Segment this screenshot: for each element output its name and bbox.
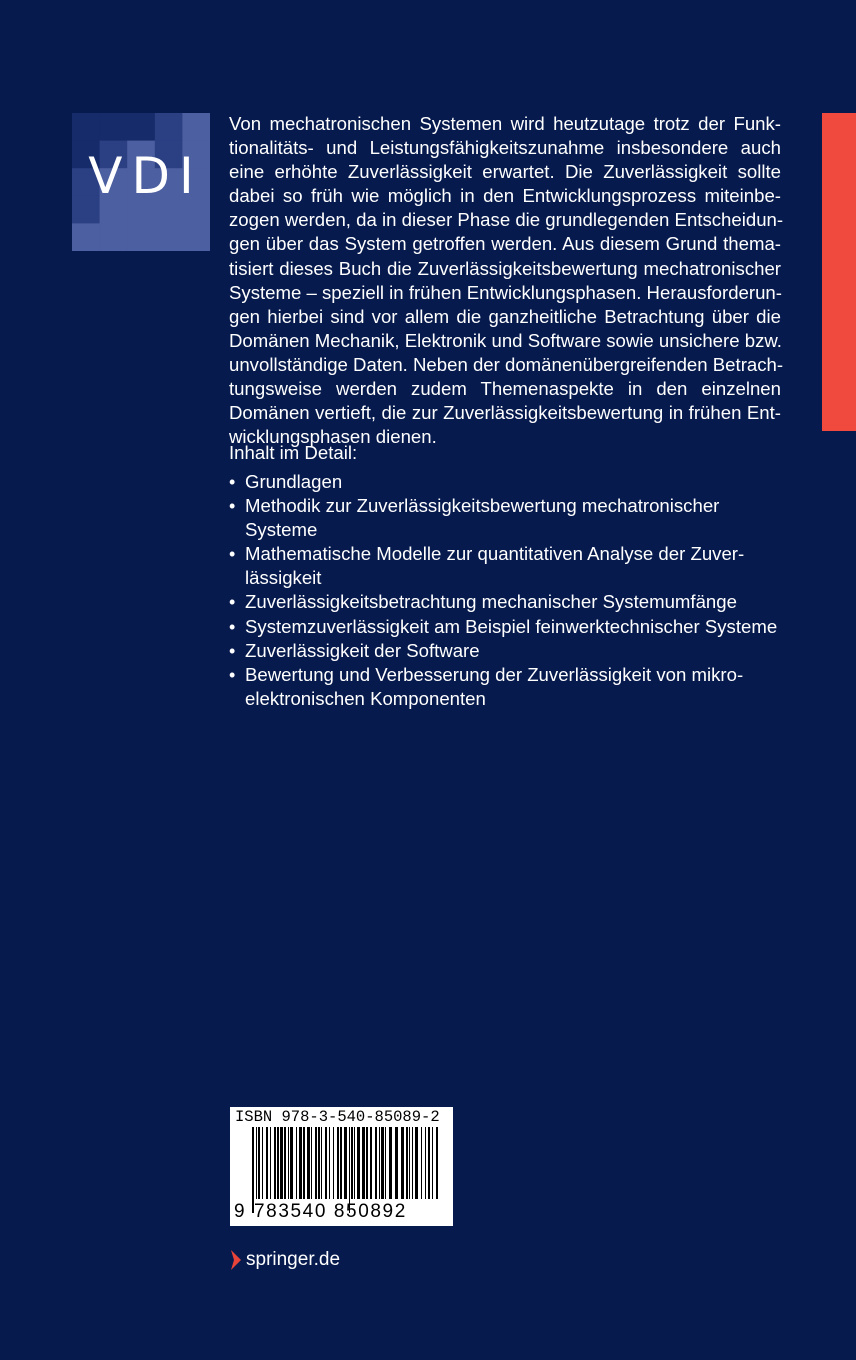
barcode-bar [366, 1127, 368, 1199]
barcode-bar [256, 1127, 257, 1199]
barcode-bar [288, 1127, 289, 1199]
barcode-bar [385, 1127, 386, 1199]
barcode-bar [270, 1127, 271, 1199]
contents-item-text: Methodik zur Zuverlässigkeitsbewertung mechatronischer [245, 495, 720, 517]
bullet-icon: • [229, 496, 236, 517]
contents-item-text: lässigkeit [245, 567, 322, 589]
barcode-bar [274, 1127, 276, 1199]
description-line: gen hierbei sind vor allem die ganzheitliche Betrachtung über die [229, 305, 781, 327]
description-line: Domänen Mechanik, Elektronik und Software sowie unsichere bzw. [229, 329, 782, 351]
contents-item-text: Zuverlässigkeitsbetrachtung mechanischer Systemumfänge [245, 591, 737, 613]
contents-heading: Inhalt im Detail: [229, 442, 358, 463]
contents-item [229, 470, 789, 494]
barcode-bar [375, 1127, 377, 1199]
bullet-icon: • [229, 544, 236, 565]
description-line: Domänen vertieft, die zur Zuverlässigkeitsbewertung in frühen Ent- [229, 402, 781, 424]
bullet-icon: • [229, 640, 236, 661]
contents-item-text: Mathematische Modelle zur quantitativen Analyse der Zuver- [245, 543, 745, 565]
barcode-bar [436, 1127, 438, 1199]
contents-item [229, 542, 789, 590]
description-line: tungsweise werden zudem Themenaspekte in den einzelnen [229, 378, 781, 400]
barcode-bar [262, 1127, 263, 1199]
isbn-label: ISBN 978-3-540-85089-2 [235, 1108, 440, 1126]
barcode-bar [303, 1127, 305, 1199]
barcode-bar [432, 1127, 433, 1199]
contents-item-text: Systeme [245, 519, 318, 541]
description-line: eine erhöhte Zuverlässigkeit erwartet. Die Zuverlässigkeit sollte [229, 161, 781, 183]
logo-mosaic-cell [72, 113, 100, 141]
contents-item [229, 663, 789, 711]
barcode-bar [325, 1127, 327, 1199]
barcode-bar [307, 1127, 310, 1199]
contents-item [229, 639, 789, 663]
contents-item [229, 615, 789, 639]
barcode-bar [296, 1127, 297, 1199]
barcode-bar [425, 1127, 426, 1199]
barcode-bar [428, 1127, 430, 1199]
bullet-icon: • [229, 616, 236, 637]
logo-mosaic-cell [127, 113, 155, 141]
barcode-bar [389, 1127, 392, 1199]
description-line: tisiert dieses Buch die Zuverlässigkeitsbewertung mechatronischer [229, 257, 781, 279]
description-line: dabei so früh wie möglich in den Entwicklungsprozess miteinbe- [229, 185, 781, 207]
isbn-barcode [230, 1107, 453, 1226]
logo-mosaic-cell [155, 113, 183, 141]
barcode-bar [357, 1127, 360, 1199]
barcode-bar [333, 1127, 334, 1199]
barcode-bar [409, 1127, 410, 1199]
barcode-bar [321, 1127, 322, 1199]
barcode-bar [277, 1127, 279, 1199]
barcode-bar [318, 1127, 320, 1199]
contents-list [229, 470, 789, 711]
logo-mosaic-cell [182, 223, 210, 251]
ean-digits: 783540 850892 [254, 1201, 407, 1222]
contents-item-text: Grundlagen [245, 471, 343, 492]
barcode-bar [340, 1127, 342, 1199]
red-accent-bar [822, 113, 856, 431]
barcode-bar [311, 1127, 312, 1199]
description-line: tionalitäts- und Leistungsfähigkeitszunahme insbesondere auch [229, 137, 781, 159]
barcode-bar [412, 1127, 413, 1199]
barcode-bar [344, 1127, 347, 1199]
vdi-logo [72, 113, 210, 251]
logo-mosaic-cell [100, 113, 128, 141]
logo-mosaic-cell [155, 223, 183, 251]
description-line: Systeme – speziell in frühen Entwicklungsphasen. Herausforderun- [229, 281, 782, 303]
barcode-bar [329, 1127, 330, 1199]
bullet-icon: • [229, 472, 236, 492]
vdi-logo-text: VDI [88, 147, 203, 205]
contents-item-text: Zuverlässigkeit der Software [245, 639, 480, 661]
description-line: Von mechatronischen Systemen wird heutzutage trotz der Funk- [229, 113, 781, 134]
barcode-bar [299, 1127, 302, 1199]
logo-mosaic-cell [127, 223, 155, 251]
barcode-bar [280, 1127, 283, 1199]
barcode-bar [406, 1127, 408, 1199]
contents-item-text: elektronischen Komponenten [245, 687, 486, 709]
contents-item-text: Bewertung und Verbesserung der Zuverlässigkeit von mikro- [245, 663, 744, 685]
description-line: gen über das System getroffen werden. Aus diesem Grund thema- [229, 233, 781, 255]
barcode-bar [284, 1127, 286, 1199]
barcode-bar [415, 1127, 418, 1199]
barcode-bar [351, 1127, 353, 1199]
logo-mosaic-cell [100, 223, 128, 251]
barcode-bar [315, 1127, 317, 1199]
description-line: zogen werden, da in dieser Phase die grundlegenden Entscheidun- [229, 209, 784, 231]
description-line: wicklungsphasen dienen. [229, 426, 437, 448]
ean-first-digit: 9 [234, 1201, 245, 1222]
contents-item [229, 494, 789, 542]
bullet-icon: • [229, 664, 236, 685]
publisher-link-text: springer.de [246, 1249, 341, 1270]
logo-mosaic-cell [182, 113, 210, 141]
barcode-bar [381, 1127, 384, 1199]
barcode-bar [421, 1127, 422, 1199]
chevron-right-icon [230, 1249, 242, 1271]
contents-item-text: Systemzuverlässigkeit am Beispiel feinwerktechnischer Systeme [245, 615, 778, 637]
logo-mosaic-cell [72, 223, 100, 251]
barcode-bar [258, 1127, 260, 1199]
barcode-bar [290, 1127, 293, 1199]
barcode-bar [370, 1127, 372, 1199]
bullet-icon: • [229, 592, 236, 613]
barcode-bar [401, 1127, 404, 1199]
barcode-bar [266, 1127, 268, 1199]
barcode-bar [362, 1127, 365, 1199]
description-line: unvollständige Daten. Neben der domänenübergreifenden Betrach- [229, 353, 784, 375]
contents-item [229, 590, 789, 614]
barcode-bar [337, 1127, 339, 1199]
barcode-bar [354, 1127, 355, 1199]
publisher-link[interactable] [230, 1249, 340, 1271]
book-description [229, 112, 784, 449]
barcode-bar [395, 1127, 398, 1199]
barcode-bar [379, 1127, 380, 1199]
